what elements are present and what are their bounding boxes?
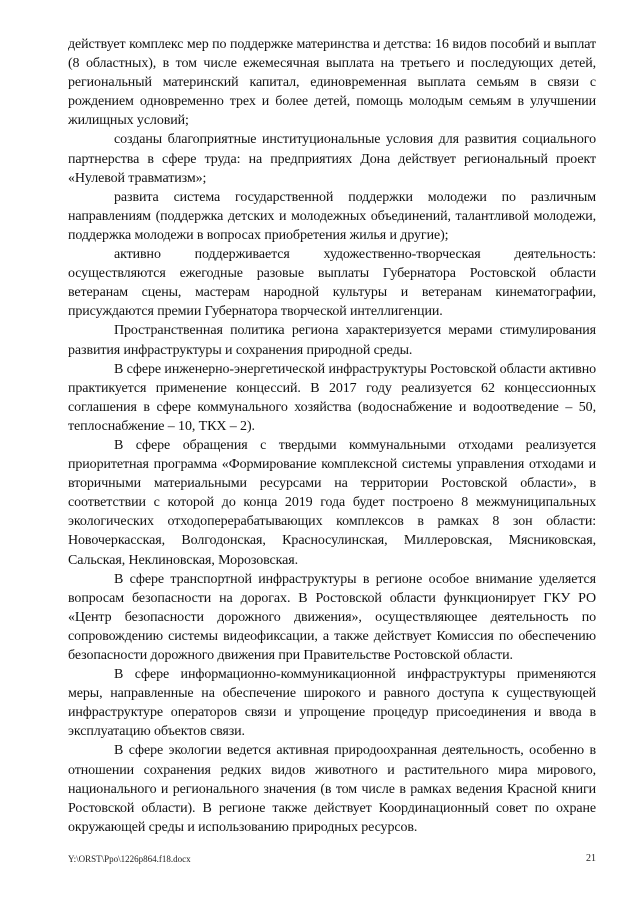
paragraph-ecology: В сфере экологии ведется активная природоохранная деятельность, особенно в отношении сохранения редких видов животного и растительного мира мирового, национального и регионального значения (в том числе в рамках ведения Красной книги Ростовской области). В регионе также действует Координационный совет по охране окружающей среды и использованию природных ресурсов. [68,743,596,835]
document-body [68,35,596,837]
paragraph-youth-support: развита система государственной поддержки молодежи по различным направлениям (поддержка детских и молодежных объединений, талантливой молодежи, поддержка молодежи в вопросах приобретения жилья и другие); [68,189,596,243]
paragraph-ict-infrastructure: В сфере информационно-коммуникационной инфраструктуры применяются меры, направленные на обеспечение широкого и равного доступа к существующей инфраструктуре операторов связи и упрощение процедур присоединения и ввода в эксплуатацию объектов связи. [68,667,596,740]
paragraph-social-partnership: созданы благоприятные институциональные условия для развития социального партнерства в сфере труда: на предприятиях Дона действует региональный проект «Нулевой травматизм»; [68,132,596,186]
paragraph-solid-waste: В сфере обращения с твердыми коммунальными отходами реализуется приоритетная программа «Формирование комплексной системы управления отходами и вторичными материальными ресурсами на территории Ростовской области», в соответствии с которой до конца 2019 года будет построено 8 межмуниципальных экологических отходоперерабатывающих комплексов в рамках 8 зон области: Новочеркасская, Волгодонская, Красносулинская, Миллеровская, Мясниковская, Сальская, Неклиновская, Морозовская. [68,437,596,568]
page-number: 21 [586,853,596,864]
paragraph-maternity-support: действует комплекс мер по поддержке материнства и детства: 16 видов пособий и выплат (8 областных), в том числе ежемесячная выплата на третьего и последующих детей, региональный материнский капитал, единовременная выплата семьям в связи с рождением одновременно трех и более детей, помощь молодым семьям в улучшении жилищных условий; [68,37,596,129]
footer-file-path: Y:\ORST\Ppo\1226p864.f18.docx [68,854,191,864]
paragraph-engineering-infrastructure: В сфере инженерно-энергетической инфраструктуры Ростовской области активно практикуется применение концессий. В 2017 году реализуется 62 концессионных соглашения в сфере коммунального хозяйства (водоснабжение и водоотведение – 50, теплоснабжение – 10, ТКХ – 2). [68,361,597,434]
paragraph-arts-support: активно поддерживается художественно-творческая деятельность: осуществляются ежегодные разовые выплаты Губернатора Ростовской области ветеранам сцены, мастерам народной культуры и ветеранам кинематографии, присуждаются премии Губернатора творческой интеллигенции. [68,247,596,320]
paragraph-spatial-policy: Пространственная политика региона характеризуется мерами стимулирования развития инфраструктуры и сохранения природной среды. [68,323,596,358]
paragraph-transport-infrastructure: В сфере транспортной инфраструктуры в регионе особое внимание уделяется вопросам безопасности на дорогах. В Ростовской области функционирует ГКУ РО «Центр безопасности дорожного движения», осуществляющее деятельность по сопровождению системы видеофиксации, а также действует Комиссия по обеспечению безопасности дорожного движения при Правительстве Ростовской области. [68,571,596,663]
